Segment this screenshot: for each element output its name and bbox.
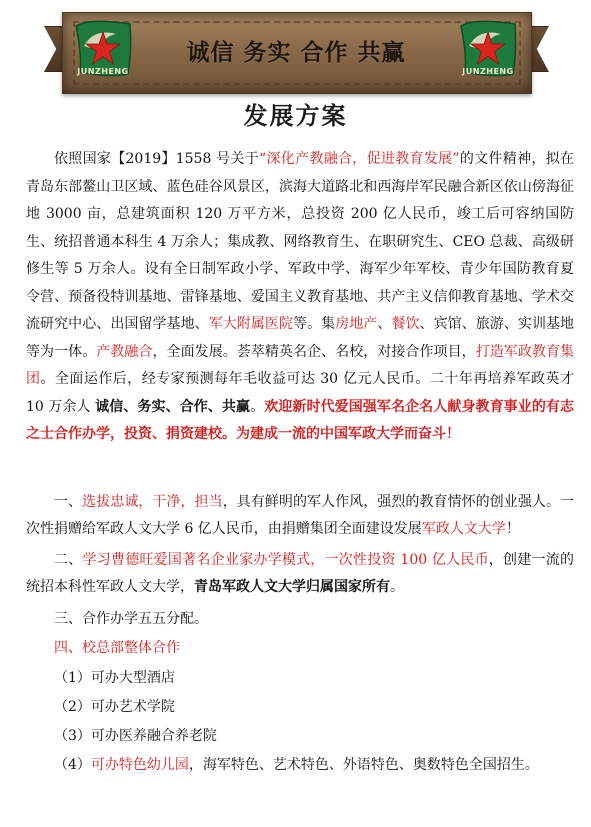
intro-text: 等。集 <box>293 316 336 332</box>
page-title: 发展方案 <box>243 102 348 130</box>
point-text: ！ <box>505 521 520 537</box>
intro-text: 。 <box>250 398 265 415</box>
list-item: （2）可办艺术学院 <box>54 699 175 715</box>
point-number: 二、 <box>54 552 83 568</box>
point-highlight: 学习曹德旺爱国著名企业家办学模式，一次性投资 100 亿人民币 <box>82 552 489 568</box>
list-item: （3）可办医养融合养老院 <box>54 728 217 744</box>
intro-text: 、 <box>377 316 392 332</box>
point-highlight: 军政人文大学 <box>421 521 506 537</box>
highlight-hospital: 军大附属医院 <box>208 316 294 332</box>
intro-paragraph <box>26 146 574 449</box>
point-one <box>26 489 574 543</box>
item-number: （4） <box>54 757 91 773</box>
item-text: ，海军特色、艺术特色、外语特色、奥数特色全国招生。 <box>188 757 539 773</box>
intro-text: ，全面发展。荟萃精英名企、名校，对接合作项目， <box>152 343 476 360</box>
intro-text: 。全面运作后，经专家预测每年毛收益可达 30 亿元人民币。二十年再培养军政英才 10 万余人 <box>26 371 574 415</box>
intro-text: 依照国家【2019】1558 号关于 <box>54 151 260 167</box>
point-highlight: 选拔忠诚，干净，担当 <box>82 494 223 510</box>
point-text: 。 <box>390 579 404 595</box>
intro-text: 的文件精神，拟在青岛东部鳌山卫区域、蓝色硅谷风景区，滨海大道路北和西海岸军民融合新区依山傍海征地 3000 亩，总建筑面积 120 万平方米，总投资 200 亿人民币，竣工后可容纳国防生、统招普通本科生 4 万余人；集成教、网络教育生、在职研究生、CEO 总裁、高级研修生等 5 万余人。设有全日制军政小学、军政中学、海军少年军校、青少年国防教育夏令营、预备役特训基地、雷锋基地、爱国主义教育基地、共产主义信仰教育基地、学术交流研究中心、出国留学基地、 <box>26 151 574 332</box>
highlight-real-estate: 房地产 <box>335 316 378 332</box>
point-two <box>26 547 574 601</box>
intro-text: 、宾馆、旅游、实训基地等为一体。 <box>26 316 575 360</box>
point-four: 四、校总部整体合作 <box>54 640 180 656</box>
list-item <box>26 754 574 776</box>
policy-quote: “深化产教融合，促进教育发展” <box>259 151 460 167</box>
highlight-group: 打造军政教育集团 <box>26 343 575 387</box>
highlight-integration: 产教融合 <box>96 343 153 360</box>
document-body <box>26 146 574 449</box>
point-number: 一、 <box>54 494 83 510</box>
highlight-catering: 餐饮 <box>391 316 420 332</box>
point-text: ，具有鲜明的军人作风，强烈的教育情怀的创业强人。一次性捐赠给军政人文大学 6 亿人民币，由捐赠集团全面建设发展 <box>26 494 575 537</box>
logo-brand-text: JUNZHENG <box>77 67 129 76</box>
call-to-action: 欢迎新时代爱国强军名企名人献身教育事业的有志之士合作办学，投资、捐资建校。为建成一流的中国军政大学而奋斗！ <box>26 398 575 442</box>
point-emphasis: 青岛军政人文大学归属国家所有 <box>194 579 390 595</box>
point-three: 三、合作办学五五分配。 <box>54 611 208 627</box>
junzheng-logo-right <box>455 16 521 82</box>
point-text: ，创建一流的统招本科性军政人文大学， <box>26 552 575 595</box>
banner-slogan: 诚信 务实 合作 共赢 <box>186 40 406 66</box>
motto-text: 诚信、务实、合作、共赢 <box>95 398 251 415</box>
item-highlight: 可办特色幼儿园 <box>90 757 189 773</box>
junzheng-logo-left <box>70 16 136 82</box>
logo-brand-text: JUNZHENG <box>462 67 514 76</box>
list-item: （1）可办大型酒店 <box>54 670 175 686</box>
